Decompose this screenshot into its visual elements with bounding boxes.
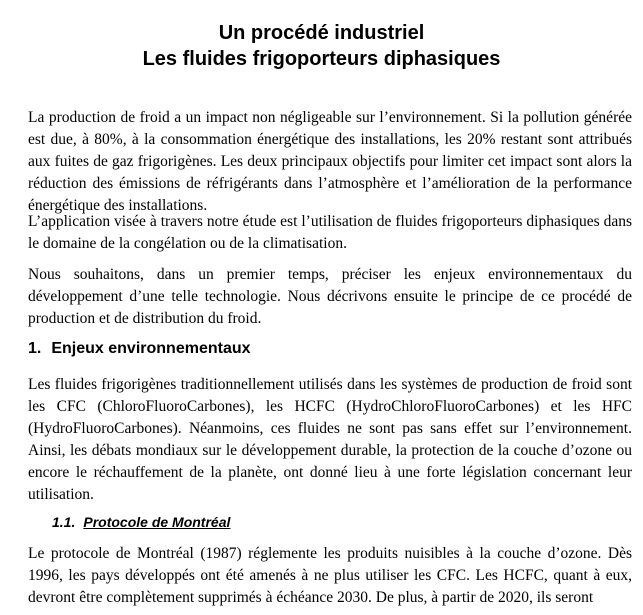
intro-paragraph-2: L’application visée à travers notre étude est l’utilisation de fluides frigoporteurs diphasiques dans le domaine de la congélation ou de la climatisation. bbox=[28, 213, 632, 252]
subsection-title: Protocole de Montréal bbox=[83, 514, 231, 530]
document-subtitle: Les fluides frigoporteurs diphasiques bbox=[142, 48, 501, 70]
intro-paragraph-3: Nous souhaitons, dans un premier temps, préciser les enjeux environnementaux du développement d’une telle technologie. Nous décrivons ensuite le principe de ce procédé de production et de distribution du froid. bbox=[28, 266, 632, 327]
document-title: Un procédé industriel bbox=[218, 22, 425, 44]
subsection-number: 1.1. bbox=[52, 514, 76, 530]
section-number: 1. bbox=[28, 340, 42, 357]
section-paragraph: Les fluides frigorigènes traditionnellement utilisés dans les systèmes de production de froid sont les CFC (ChloroFluoroCarbones), les HCFC (HydroChloroFluoroCarbones) et les HFC (HydroFluoroCarbones). Néanmoins, ces fluides ne sont pas sans effet sur l’environnement. Ainsi, les débats mondiaux sur le développement durable, la protection de la couche d’ozone ou encore le réchauffement de la planète, ont donné lieu à une forte législation concernant leur utilisation. bbox=[28, 376, 632, 503]
section-title: Enjeux environnementaux bbox=[51, 340, 251, 357]
section-heading bbox=[28, 339, 251, 359]
subsection-heading bbox=[52, 512, 230, 532]
subsection-paragraph: Le protocole de Montréal (1987) réglemente les produits nuisibles à la couche d’ozone. Dès 1996, les pays développés ont été amenés à ne plus utiliser les CFC. Les HCFC, quant à eux, devront être complètement supprimés à échéance 2030. De plus, à partir de 2020, ils seront bbox=[28, 545, 632, 606]
intro-paragraph-1: La production de froid a un impact non négligeable sur l’environnement. Si la pollution générée est due, à 80%, à la consommation énergétique des installations, les 20% restant sont attribués aux fuites de gaz frigorigènes. Les deux principaux objectifs pour limiter cet impact sont alors la réduction des émissions de réfrigérants dans l’atmosphère et l’amélioration de la performance énergétique des installations. bbox=[28, 109, 632, 214]
